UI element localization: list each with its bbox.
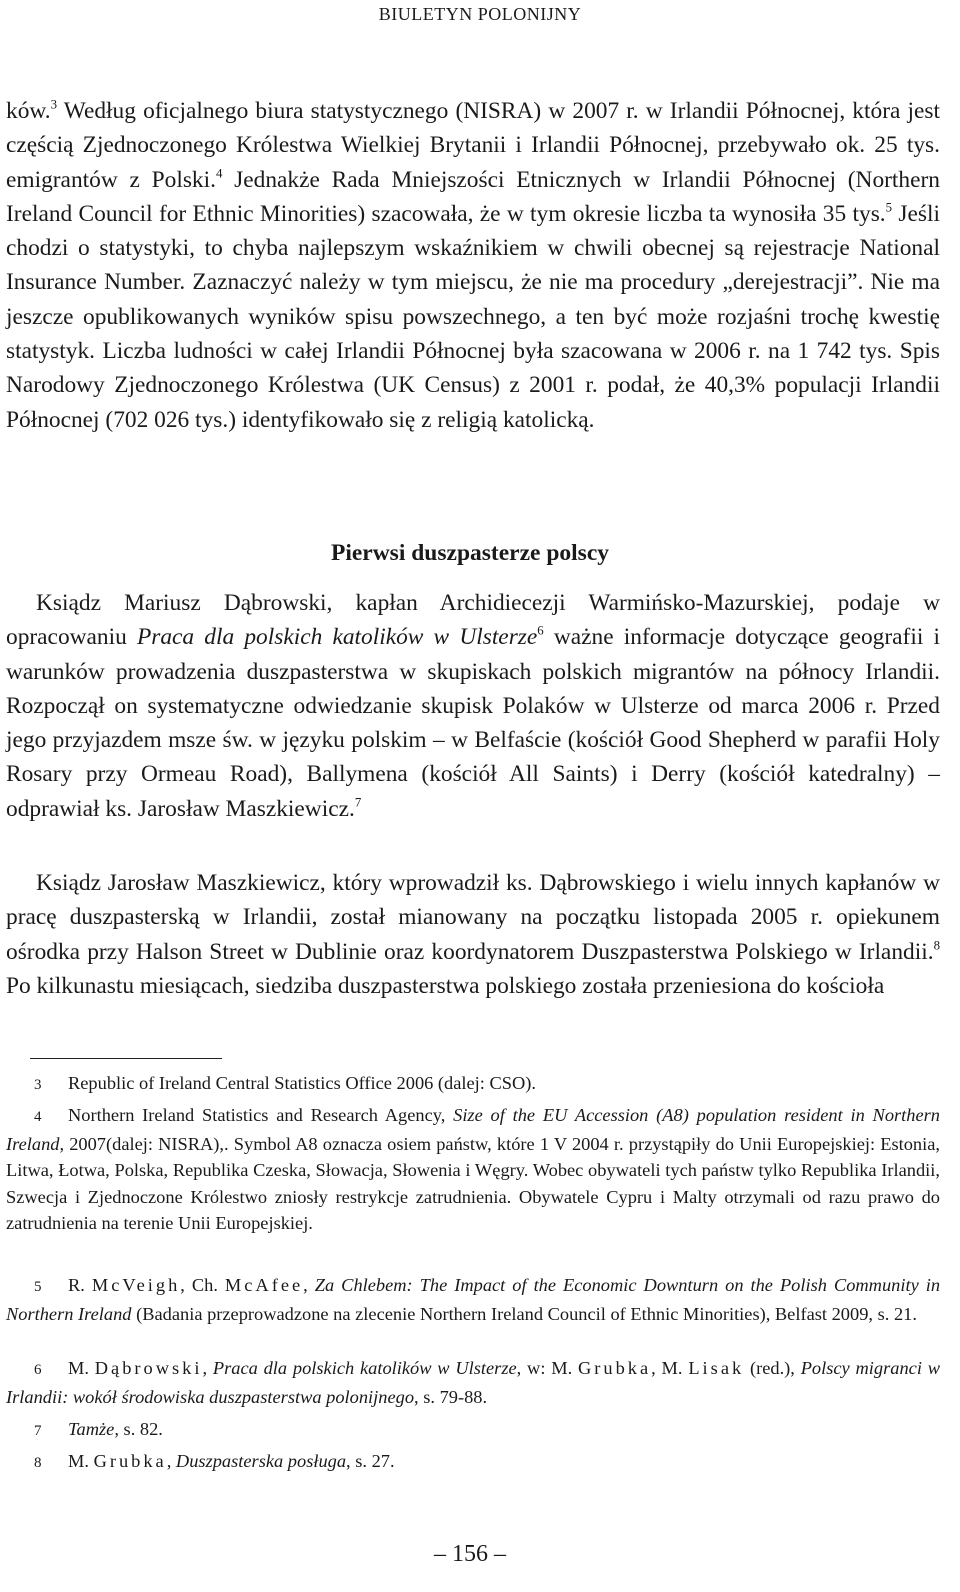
footnote: 7 Tamże, s. 82. bbox=[6, 1416, 940, 1445]
footnote-ref[interactable]: 5 bbox=[885, 200, 893, 215]
footnote: 4 Northern Ireland Statistics and Research Agency, Size of the EU Accession (A8) population resident in Northern Ireland, 2007(dalej: NISRA),. Symbol A8 oznacza osiem państw, które 1 V 2004 r. przystąpiły do Unii Europejskiej: Estonia, Litwa, Łotwa, Polska, Republika Czeska, Słowacja, Słowenia i Węgry. Wobec obywateli tych państw tylko Republika Irlandii, Szwecja i Zjednoczone Królestwo zniosły restrykcje zatrudnienia. Obywatele Cypru i Malty otrzymali od razu prawo do zatrudnienia na terenie Unii Europejskiej. bbox=[6, 1105, 940, 1233]
work-title: Size of the EU Accession (A8) population resident in Northern Ireland bbox=[6, 1105, 940, 1154]
author-name: Grubka bbox=[93, 1451, 167, 1471]
body-paragraph: Ksiądz Jarosław Maszkiewicz, który wprowadził ks. Dąbrowskiego i wielu innych kapłanów w pracę duszpasterską w Irlandii, został mianowany na początku listopada 2005 r. opiekunem ośrodka przy Halson Street w Dublinie oraz koordynatorem Duszpasterstwa Polskiego w Irlandii.$^8$ Po kilkunastu miesiącach, siedziba duszpasterstwa polskiego została przeniesiona do kościoła bbox=[6, 870, 940, 999]
work-title: Praca dla polskich katolików w Ulsterze bbox=[212, 1358, 517, 1378]
footnote-number: 8 bbox=[34, 1455, 42, 1471]
body-paragraph: ków.$^3$ Według oficjalnego biura statystycznego (NISRA) w 2007 r. w Irlandii Północnej, która jest częścią Zjednoczonego Królestwa Wielkiej Brytanii i Irlandii Północnej, przebywało ok. 25 tys. emigrantów z Polski.$^4$ Jednakże Rada Mniejszości Etnicznych w Irlandii Północnej (Northern Ireland Council for Ethnic Minorities) szacowała, że w tym okresie liczba ta wynosiła 35 tys.$^5$ Jeśli chodzi o statystyki, to chyba najlepszym wskaźnikiem w chwili obecnej są rejestracje National Insurance Number. Zaznaczyć należy w tym miejscu, że nie ma procedury „derejestracji”. Nie ma jeszcze opublikowanych wyników spisu powszechnego, a ten być może rozjaśni trochę kwestię statystyk. Liczba ludności w całej Irlandii Północnej była szacowana w 2006 r. na 1 742 tys. Spis Narodowy Zjednoczonego Królestwa (UK Census) z 2001 r. podał, że 40,3% populacji Irlandii Północnej (702 026 tys.) identyfikowało się z religią katolicką. bbox=[6, 97, 941, 433]
work-title: Duszpasterska posługa bbox=[175, 1451, 347, 1471]
footnote-number: 7 bbox=[34, 1423, 42, 1439]
work-title: Praca dla polskich katolików w Ulsterze bbox=[136, 624, 538, 651]
footnote: 5 R. McVeigh, Ch. McAfee, Za Chlebem: The Impact of the Economic Downturn on the Polish Community in Northern Ireland (Badania przeprowadzone na zlecenie Northern Ireland Council of Ethnic Minorities), Belfast 2009, s. 21. bbox=[6, 1275, 941, 1324]
footnote-number: 4 bbox=[34, 1109, 42, 1125]
author-name: Dąbrowski bbox=[94, 1358, 203, 1378]
author-name: Grubka bbox=[578, 1358, 652, 1378]
work-title: Za Chlebem: The Impact of the Economic Downturn on the Polish Community in Northern Ireland bbox=[6, 1275, 941, 1324]
footnote-separator bbox=[30, 1058, 222, 1059]
work-title: Polscy migranci w Irlandii: wokół środowiska duszpasterstwa polonijnego bbox=[6, 1358, 940, 1407]
footnote-number: 5 bbox=[34, 1279, 42, 1295]
footnote: 8 M. Grubka, Duszpasterska posługa, s. 27. bbox=[6, 1448, 940, 1477]
footnote-number: 3 bbox=[34, 1077, 42, 1093]
author-name: Lisak bbox=[688, 1358, 745, 1378]
footnote-ref[interactable]: 3 bbox=[50, 97, 58, 112]
footnote-number: 6 bbox=[34, 1362, 42, 1378]
footnote-ref[interactable]: 7 bbox=[354, 795, 362, 810]
footnote-ref[interactable]: 4 bbox=[215, 165, 223, 180]
footnote: 6 M. Dąbrowski, Praca dla polskich katolików w Ulsterze, w: M. Grubka, M. Lisak (red.), Polscy migranci w Irlandii: wokół środowiska duszpasterstwa polonijnego, s. 79-88. bbox=[6, 1358, 940, 1407]
author-name: McVeigh bbox=[91, 1275, 181, 1295]
body-paragraph: Ksiądz Mariusz Dąbrowski, kapłan Archidiecezji Warmińsko-Mazurskiej, podaje w opracowaniu Praca dla polskich katolików w Ulsterze$^6$ ważne informacje dotyczące geografii i warunków prowadzenia duszpasterstwa w skupiskach polskich migrantów na północy Irlandii. Rozpoczął on systematyczne odwiedzanie skupisk Polaków w Ulsterze od marca 2006 r. Przed jego przyjazdem msze św. w języku polskim – w Belfaście (kościół Good Shepherd w parafii Holy Rosary przy Ormeau Road), Ballymena (kościół All Saints) i Derry (kościół katedralny) – odprawiał ks. Jarosław Maszkiewicz.$^7$ bbox=[6, 590, 940, 822]
section-heading: Pierwsi duszpasterze polscy bbox=[330, 540, 610, 566]
footnote-ref[interactable]: 6 bbox=[537, 623, 544, 638]
page-number: – 156 – bbox=[434, 1541, 506, 1567]
running-header: BIULETYN POLONIJNY bbox=[378, 4, 582, 24]
author-name: McAfee bbox=[224, 1275, 304, 1295]
footnote-ref[interactable]: 8 bbox=[933, 937, 940, 952]
footnote: 3 Republic of Ireland Central Statistics Office 2006 (dalej: CSO). bbox=[6, 1070, 940, 1099]
